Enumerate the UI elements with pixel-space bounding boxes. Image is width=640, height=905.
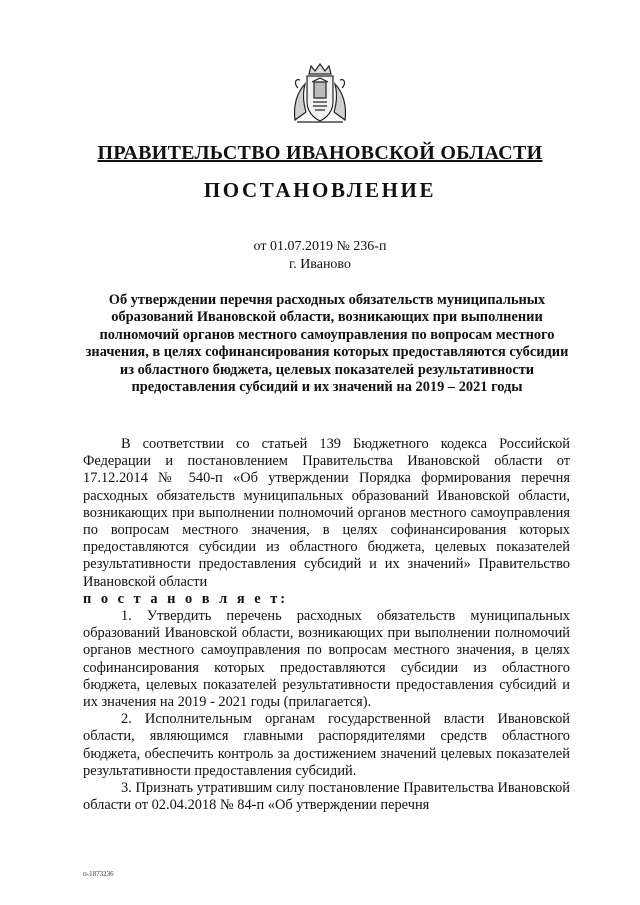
document-body <box>83 436 570 814</box>
document-subject: Об утверждении перечня расходных обязательств муниципальных образований Ивановской области, возникающих при выполнении полномочий органов местного самоуправления по вопросам местного значения, в целях софинансирования которых предоставляются субсидии из областного бюджета, целевых показателей результативности предоставления субсидий и их значений на 2019 – 2021 годы <box>85 292 569 396</box>
document-date-number: от 01.07.2019 № 236-п <box>253 239 387 254</box>
document-type-title: ПОСТАНОВЛЕНИЕ <box>203 178 437 202</box>
document-code: п-1873236 <box>83 870 114 878</box>
document-meta <box>0 238 640 274</box>
item-1-paragraph: 1. Утвердить перечень расходных обязательств муниципальных образований Ивановской области, возникающих при выполнении полномочий органов местного самоуправления по вопросам местного значения, в целях софинансирования которых предоставляются субсидии из областного бюджета, целевых показателей результативности предоставления субсидий и их значения на 2019 - 2021 годы (прилагается). <box>83 608 570 711</box>
coat-of-arms-emblem-icon <box>289 62 351 126</box>
preamble-paragraph: В соответствии со статьей 139 Бюджетного кодекса Российской Федерации и постановлением Правительства Ивановской области от 17.12.2014 № 540-п «Об утверждении Порядка формирования перечня расходных обязательств муниципальных образований Ивановской области, возникающих при выполнении полномочий органов местного самоуправления по вопросам местного значения, в целях софинансирования которых предоставляются субсидии из областного бюджета, целевых показателей результативности предоставления субсидий и их значений» Правительство Ивановской области <box>83 436 570 590</box>
government-title: ПРАВИТЕЛЬСТВО ИВАНОВСКОЙ ОБЛАСТИ <box>97 142 543 164</box>
item-3-paragraph: 3. Признать утратившим силу постановление Правительства Ивановской области от 02.04.2018 № 84-п «Об утверждении перечня <box>83 780 570 814</box>
resolves-line <box>83 591 570 608</box>
item-2-paragraph: 2. Исполнительным органам государственной власти Ивановской области, являющимся главными распорядителями средств областного бюджета, обеспечить контроль за достижением значений целевых показателей результативности предоставления субсидий. <box>83 711 570 779</box>
document-city: г. Иваново <box>289 257 351 272</box>
resolves-word: п о с т а н о в л я е т: <box>83 590 289 607</box>
